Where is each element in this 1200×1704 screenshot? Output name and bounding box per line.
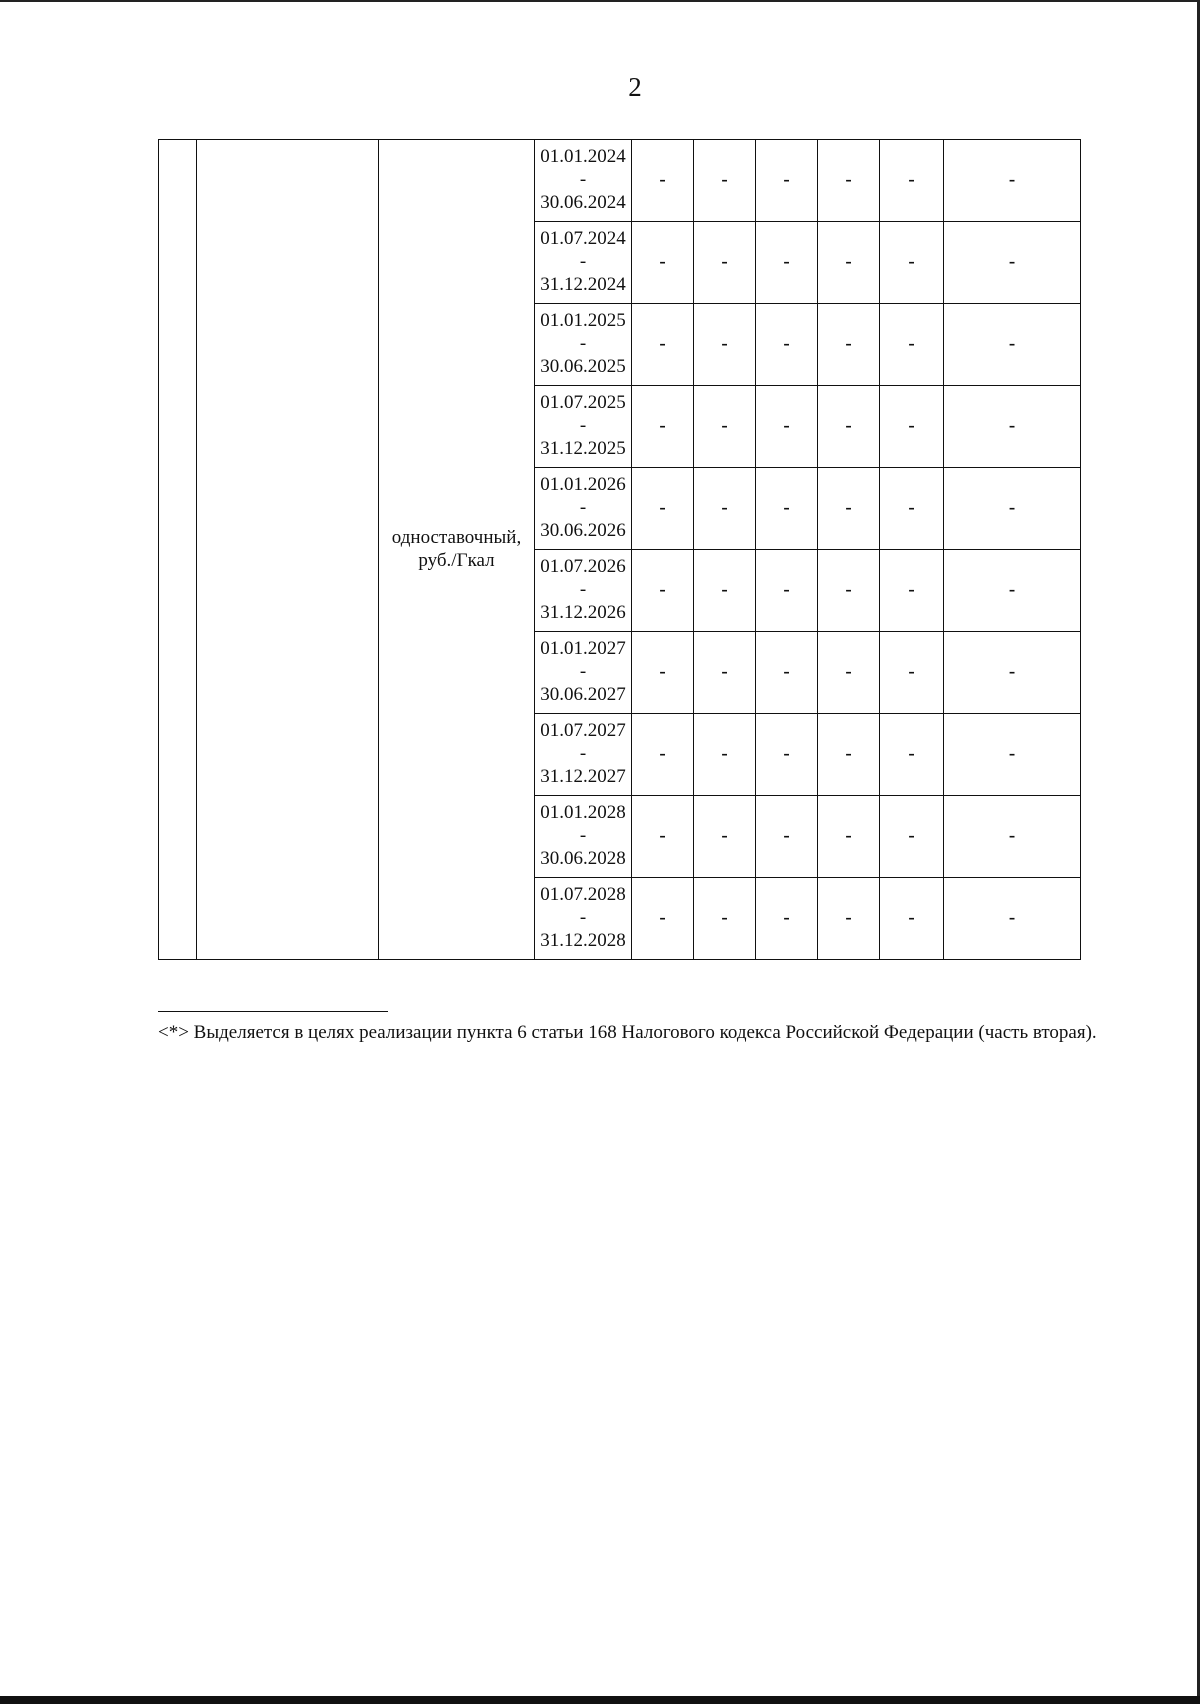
value-cell: - bbox=[756, 550, 818, 632]
value-cell: - bbox=[818, 222, 880, 304]
value-cell: - bbox=[756, 468, 818, 550]
value-cell: - bbox=[944, 304, 1081, 386]
value-cell: - bbox=[632, 468, 694, 550]
value-cell: - bbox=[818, 386, 880, 468]
value-cell: - bbox=[756, 222, 818, 304]
value-cell: - bbox=[944, 632, 1081, 714]
table-row bbox=[159, 140, 1081, 222]
value-cell: - bbox=[880, 632, 944, 714]
period-sep: - bbox=[579, 579, 587, 601]
value-cell: - bbox=[632, 550, 694, 632]
organization-cell bbox=[197, 140, 379, 960]
period-cell bbox=[535, 550, 632, 632]
period-cell bbox=[535, 468, 632, 550]
value-cell: - bbox=[756, 796, 818, 878]
period-sep: - bbox=[579, 743, 587, 765]
value-cell: - bbox=[880, 140, 944, 222]
period-end: 30.06.2027 bbox=[540, 683, 626, 705]
value-cell: - bbox=[944, 468, 1081, 550]
value-cell: - bbox=[880, 714, 944, 796]
value-cell: - bbox=[632, 304, 694, 386]
value-cell: - bbox=[880, 878, 944, 960]
value-cell: - bbox=[756, 304, 818, 386]
footnote-rule bbox=[158, 1011, 388, 1012]
value-cell: - bbox=[756, 714, 818, 796]
period-sep: - bbox=[579, 169, 587, 191]
value-cell: - bbox=[694, 878, 756, 960]
period-end: 30.06.2026 bbox=[540, 519, 626, 541]
value-cell: - bbox=[944, 796, 1081, 878]
value-cell: - bbox=[756, 140, 818, 222]
period-cell bbox=[535, 140, 632, 222]
value-cell: - bbox=[818, 468, 880, 550]
value-cell: - bbox=[632, 878, 694, 960]
period-end: 31.12.2024 bbox=[540, 273, 626, 295]
period-start: 01.01.2028 bbox=[540, 802, 626, 824]
value-cell: - bbox=[632, 222, 694, 304]
value-cell: - bbox=[632, 386, 694, 468]
value-cell: - bbox=[694, 550, 756, 632]
value-cell: - bbox=[880, 468, 944, 550]
value-cell: - bbox=[944, 714, 1081, 796]
period-sep: - bbox=[579, 907, 587, 929]
period-sep: - bbox=[579, 333, 587, 355]
period-start: 01.01.2025 bbox=[540, 310, 626, 332]
period-start: 01.01.2027 bbox=[540, 638, 626, 660]
value-cell: - bbox=[694, 140, 756, 222]
tariff-table bbox=[158, 139, 1081, 960]
period-end: 30.06.2025 bbox=[540, 355, 626, 377]
period-end: 30.06.2028 bbox=[540, 847, 626, 869]
value-cell: - bbox=[818, 796, 880, 878]
period-cell bbox=[535, 222, 632, 304]
value-cell: - bbox=[880, 550, 944, 632]
period-end: 31.12.2027 bbox=[540, 765, 626, 787]
value-cell: - bbox=[880, 304, 944, 386]
period-cell bbox=[535, 632, 632, 714]
period-end: 31.12.2025 bbox=[540, 437, 626, 459]
period-end: 30.06.2024 bbox=[540, 191, 626, 213]
period-start: 01.01.2026 bbox=[540, 474, 626, 496]
value-cell: - bbox=[632, 714, 694, 796]
number-cell bbox=[159, 140, 197, 960]
value-cell: - bbox=[818, 140, 880, 222]
tariff-unit-cell: одноставочный, руб./Гкал bbox=[379, 140, 535, 960]
value-cell: - bbox=[632, 632, 694, 714]
period-cell bbox=[535, 714, 632, 796]
period-start: 01.07.2024 bbox=[540, 228, 626, 250]
value-cell: - bbox=[694, 632, 756, 714]
footnote-text: <*> Выделяется в целях реализации пункта 6 статьи 168 Налогового кодекса Российской Федерации (часть вторая). bbox=[158, 1022, 1097, 1043]
value-cell: - bbox=[944, 140, 1081, 222]
period-start: 01.07.2025 bbox=[540, 392, 626, 414]
value-cell: - bbox=[694, 304, 756, 386]
value-cell: - bbox=[944, 386, 1081, 468]
value-cell: - bbox=[694, 714, 756, 796]
period-start: 01.01.2024 bbox=[540, 146, 626, 168]
value-cell: - bbox=[694, 468, 756, 550]
value-cell: - bbox=[818, 878, 880, 960]
value-cell: - bbox=[818, 632, 880, 714]
period-sep: - bbox=[579, 415, 587, 437]
value-cell: - bbox=[880, 796, 944, 878]
value-cell: - bbox=[944, 878, 1081, 960]
period-end: 31.12.2026 bbox=[540, 601, 626, 623]
value-cell: - bbox=[818, 714, 880, 796]
value-cell: - bbox=[756, 632, 818, 714]
scan-edge-top bbox=[0, 0, 1200, 2]
value-cell: - bbox=[756, 878, 818, 960]
period-cell bbox=[535, 386, 632, 468]
value-cell: - bbox=[944, 222, 1081, 304]
period-cell bbox=[535, 878, 632, 960]
period-cell bbox=[535, 796, 632, 878]
value-cell: - bbox=[694, 386, 756, 468]
period-sep: - bbox=[579, 661, 587, 683]
period-sep: - bbox=[579, 825, 587, 847]
period-start: 01.07.2028 bbox=[540, 884, 626, 906]
period-cell bbox=[535, 304, 632, 386]
page-number: 2 bbox=[628, 72, 642, 102]
period-sep: - bbox=[579, 497, 587, 519]
period-sep: - bbox=[579, 251, 587, 273]
value-cell: - bbox=[880, 386, 944, 468]
value-cell: - bbox=[944, 550, 1081, 632]
value-cell: - bbox=[632, 140, 694, 222]
value-cell: - bbox=[818, 550, 880, 632]
value-cell: - bbox=[880, 222, 944, 304]
value-cell: - bbox=[632, 796, 694, 878]
period-start: 01.07.2027 bbox=[540, 720, 626, 742]
value-cell: - bbox=[694, 222, 756, 304]
period-end: 31.12.2028 bbox=[540, 929, 626, 951]
period-start: 01.07.2026 bbox=[540, 556, 626, 578]
value-cell: - bbox=[756, 386, 818, 468]
value-cell: - bbox=[694, 796, 756, 878]
scan-edge-bottom bbox=[0, 1696, 1200, 1704]
value-cell: - bbox=[818, 304, 880, 386]
table-body bbox=[159, 140, 1081, 960]
